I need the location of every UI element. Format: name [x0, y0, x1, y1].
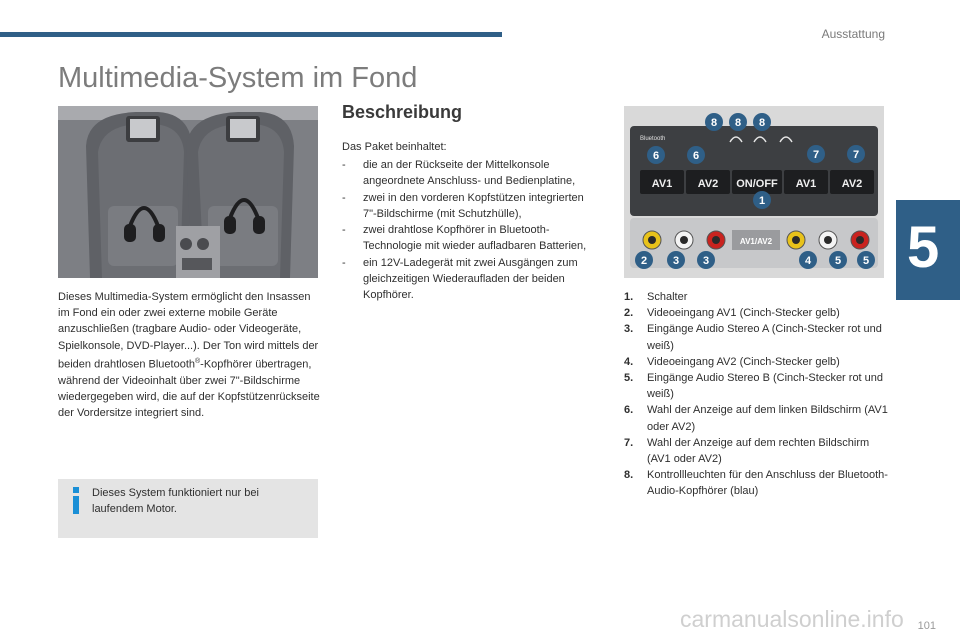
list-item: - zwei drahtlose Kopfhörer in Bluetooth-Technologie mit wieder aufladbaren Batterien, — [342, 224, 587, 253]
callout-8: 8 — [758, 117, 766, 129]
package-list — [342, 157, 592, 304]
watermark: carmanualsonline.info — [680, 606, 904, 632]
callout-1: 1 — [758, 195, 766, 207]
callout-7: 7 — [852, 149, 860, 161]
callout-8: 8 — [734, 117, 742, 129]
callout-3: 3 — [672, 255, 680, 267]
callout-2: 2 — [640, 255, 648, 267]
info-box — [58, 479, 318, 538]
page-title: Multimedia-System im Fond — [58, 62, 418, 94]
callout-3: 3 — [702, 255, 710, 267]
legend-item: 7. Wahl der Anzeige auf dem rechten Bildschirm (AV1 oder AV2) — [624, 436, 870, 466]
connection-panel-diagram — [624, 106, 884, 278]
legend-item: 6. Wahl der Anzeige auf dem linken Bildschirm (AV1 oder AV2) — [624, 404, 888, 433]
panel-button-label: AV1 — [795, 178, 817, 190]
callout-6: 6 — [652, 150, 660, 162]
package-intro: Das Paket beinhaltet: — [342, 141, 447, 153]
legend-item: 4. Videoeingang AV2 (Cinch-Stecker gelb) — [624, 355, 840, 368]
bluetooth-logo: Bluetooth — [640, 136, 666, 142]
callout-8: 8 — [710, 117, 718, 129]
list-item: - ein 12V-Ladegerät mit zwei Ausgängen zum gleichzeitigen Wiederaufladen der beiden Kopfhörer. — [342, 256, 578, 302]
legend-item: 5. Eingänge Audio Stereo B (Cinch-Stecker rot und weiß) — [624, 372, 884, 401]
section-heading: Beschreibung — [342, 102, 463, 122]
callout-4: 4 — [804, 255, 812, 267]
page-number: 101 — [917, 620, 936, 632]
panel-button-label: AV2 — [697, 178, 719, 190]
panel-button-label: ON/OFF — [736, 178, 778, 190]
component-legend — [624, 289, 892, 500]
jack-label: AV1/AV2 — [739, 237, 773, 246]
info-text: Dieses System funktioniert nur bei laufendem Motor. — [92, 487, 259, 515]
callout-5: 5 — [834, 255, 842, 267]
callout-7: 7 — [812, 149, 820, 161]
legend-item: 2. Videoeingang AV1 (Cinch-Stecker gelb) — [624, 307, 840, 320]
registered-mark: ® — [195, 357, 201, 365]
list-item: - zwei in den vorderen Kopfstützen integrierten 7"-Bildschirme (mit Schutzhülle), — [342, 191, 584, 220]
intro-paragraph — [58, 289, 320, 421]
intro-text-part2: -Kopfhörer übertragen, während der Videoinhalt über zwei 7"-Bildschirme wiedergegeben wird, die auf der Kopfstützenrückseite der Vordersitze integriert sind. — [58, 358, 320, 420]
legend-item: 8. Kontrollleuchten für den Anschluss der Bluetooth-Audio-Kopfhörer (blau) — [624, 469, 888, 498]
callout-5: 5 — [862, 255, 870, 267]
rear-seats-photo — [58, 106, 318, 278]
legend-item: 3. Eingänge Audio Stereo A (Cinch-Stecker rot und weiß) — [624, 323, 882, 352]
list-item: - die an der Rückseite der Mittelkonsole angeordnete Anschluss- und Bedienplatine, — [342, 159, 576, 188]
intro-text-part1: Dieses Multimedia-System ermöglicht den Insassen im Fond ein oder zwei externe mobile Geräte anzuschließen (tragbare Audio- oder Videogeräte, Spielkonsole, DVD-Player...). Der Ton wird mittels der beiden drahtlosen Bluetooth — [58, 291, 319, 371]
header-accent-bar — [0, 32, 502, 37]
legend-item: 1. Schalter — [624, 291, 688, 303]
section-label: Ausstattung — [821, 27, 885, 41]
panel-button-label: AV1 — [651, 178, 673, 190]
chapter-number: 5 — [907, 215, 940, 280]
callout-6: 6 — [692, 150, 700, 162]
panel-button-label: AV2 — [841, 178, 863, 190]
info-icon — [69, 487, 83, 514]
